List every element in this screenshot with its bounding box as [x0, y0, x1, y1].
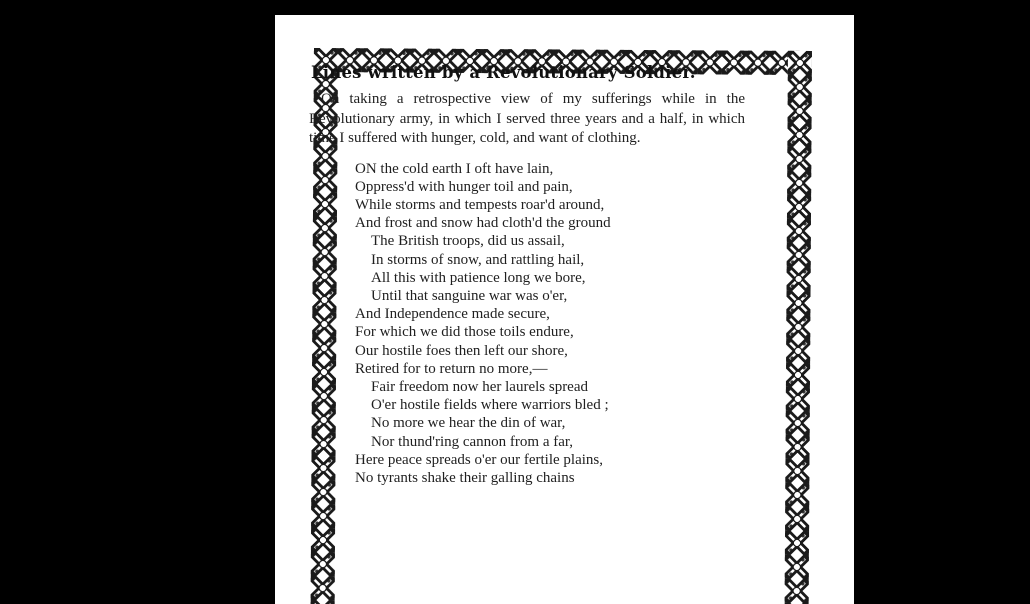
poem-line: While storms and tempests roar'd around, — [355, 196, 605, 213]
poem-line: The British troops, did us assail, — [371, 233, 565, 250]
poem-line: Fair freedom now her laurels spread — [371, 378, 589, 395]
poem-line: Oppress'd with hunger toil and pain, — [355, 178, 573, 195]
poem-line: All this with patience long we bore, — [371, 269, 586, 286]
intro-paragraph: On taking a retrospective view of my sufferings while in the Revolutionary army, in which I served three years and a half, in which time I suffered with hunger, cold, and want of clothing. — [309, 91, 745, 146]
poem-line: ON the cold earth I oft have lain, — [355, 160, 554, 177]
poem — [355, 160, 745, 488]
ornamental-border-right — [784, 51, 812, 604]
poem-line: And frost and snow had cloth'd the ground — [355, 215, 611, 232]
poem-line: Here peace spreads o'er our fertile plains, — [355, 451, 603, 468]
poem-line: Nor thund'ring cannon from a far, — [371, 433, 574, 450]
document-title: Lines written by a Revolutionary Soldier. — [311, 63, 696, 82]
poem-line: O'er hostile fields where warriors bled ; — [371, 397, 609, 414]
poem-line: For which we did those toils endure, — [355, 324, 574, 341]
poem-line: And Independence made secure, — [355, 306, 550, 323]
poem-line: No more we hear the din of war, — [371, 415, 566, 432]
poem-line: No tyrants shake their galling chains — [355, 469, 575, 486]
document-page — [275, 15, 854, 604]
poem-line: Retired for to return no more,— — [355, 360, 548, 377]
poem-line: In storms of snow, and rattling hail, — [371, 251, 585, 268]
poem-line: Our hostile foes then left our shore, — [355, 342, 568, 359]
poem-line: Until that sanguine war was o'er, — [371, 287, 568, 304]
document-content — [309, 63, 745, 487]
